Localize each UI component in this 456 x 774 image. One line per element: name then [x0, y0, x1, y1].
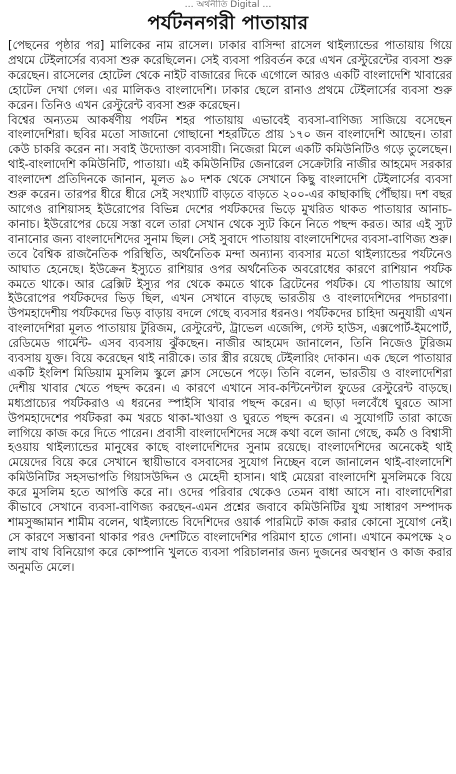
article-body: [8, 38, 452, 575]
header-strip: … অর্থনীতি Digital …: [184, 0, 272, 10]
article-paragraph: [পেছনের পৃষ্ঠার পর] মালিকের নাম রাসেল। ঢাকার বাসিন্দা রাসেল থাইল্যান্ডের পাতায়ায় গিয়ে প্রথমে টেইলার্সের ব্যবসা শুরু করেছিলেন। সেই ব্যবসা পরিবর্তন করে এখন রেস্টুরেন্টের ব্যবসা শুরু করেছেন। রাসেলের হোটেল থেকে নাইট বাজারের দিকে এগোলে আরও একটি বাংলাদেশি খাবারের হোটেল দেখা গেল। এর মালিকও বাংলাদেশি। ঢাকার ছেলে রানাও প্রথমে টেইলার্সের ব্যবসা শুরু করেন। তিনিও এখন রেস্টুরেন্ট ব্যবসা শুরু করেছেন।: [8, 38, 452, 112]
article-title: পর্যটননগরী পাতায়ার: [147, 12, 309, 34]
article-paragraph: বিশ্বের অন্যতম আকর্ষণীয় পর্যটন শহর পাতায়ায় এভাবেই ব্যবসা-বাণিজ্য সাজিয়ে বসেছেন বাংলাদেশিরা। ছবির মতো সাজানো গোছানো শহরটিতে প্রায় ১৭০ জন বাংলাদেশি আছেন। তারা কেউ চাকরি করেন না। সবাই উদ্যোক্তা ব্যবসায়ী। নিজেরা মিলে একটি কমিউনিটিও গড়ে তুলেছেন। থাই-বাংলাদেশি কমিউনিটি, পাতায়া। এই কমিউনিটির জেনারেল সেক্রেটারি নাজীর আহমেদ সরকার বাংলাদেশ প্রতিদিনকে জানান, মূলত ৯০ দশক থেকে সেখানে কিছু বাংলাদেশি টেইলার্সের ব্যবসা শুরু করেন। তারপর ধীরে ধীরে সেই সংখ্যাটি বাড়তে বাড়তে ২০০-এর কাছাকাছি পৌঁছায়। দশ বছর আগেও রাশিয়াসহ ইউরোপের বিভিন্ন দেশের পর্যটকদের ভিড়ে মুখরিত থাকত পাতায়ার আনাচ-কানাচ। ইউরোপের চেয়ে সস্তা বলে তারা সেখান থেকে স্যুট কিনে নিতে পছন্দ করত। আর এই স্যুট বানানোর জন্য বাংলাদেশিদের সুনাম ছিল। সেই সুবাদে পাতায়ায় বাংলাদেশিদের ব্যবসা-বাণিজ্য শুরু। তবে বৈশ্বিক রাজনৈতিক পরিস্থিতি, অর্থনৈতিক মন্দা অন্যান্য ব্যবসার মতো থাইল্যান্ডের পর্যটনেও আঘাত হেনেছে। ইউক্রেন ইস্যুতে রাশিয়ার ওপর অর্থনৈতিক অবরোধের কারণে রাশিয়ান পর্যটক কমতে থাকে। আর ব্রেক্সিট ইস্যুর পর থেকে কমতে থাকে ব্রিটেনের পর্যটক। যে পাতায়ায় আগে ইউরোপের পর্যটকদের ভিড় ছিল, এখন সেখানে বাড়ছে ভারতীয় ও বাংলাদেশিদের পদচারণা। উপমহাদেশীয় পর্যটকদের ভিড় বাড়ায় বদলে গেছে ব্যবসার ধরনও। পর্যটকদের চাহিদা অনুযায়ী এখন বাংলাদেশিরা মূলত পাতায়ায় টুরিজম, রেস্টুরেন্ট, ট্রাভেল এজেন্সি, গেস্ট হাউস, এক্সপোর্ট-ইমপোর্ট, রেডিমেড গার্মেন্ট- এসব ব্যবসায় ঝুঁকছেন। নাজীর আহমেদ জানালেন, তিনি নিজেও টুরিজম ব্যবসায় যুক্ত। বিয়ে করেছেন থাই নারীকে। তার স্ত্রীর রয়েছে টেইলারিং দোকান। এক ছেলে পাতায়ার একটি ইংলিশ মিডিয়াম মুসলিম স্কুলে ক্লাস সেভেনে পড়ে। তিনি বলেন, ভারতীয় ও বাংলাদেশিরা দেশীয় খাবার খেতে পছন্দ করেন। এ কারণে এখানে সাব-কন্টিনেন্টাল ফুডের রেস্টুরেন্ট বাড়ছে। মধ্যপ্রাচ্যের পর্যটকরাও এ ধরনের স্পাইসি খাবার পছন্দ করেন। এ ছাড়া দলবেঁধে ঘুরতে আসা উপমহাদেশের পর্যটকরা কম খরচে থাকা-খাওয়া ও ঘুরতে পছন্দ করেন। এ সুযোগটি তারা কাজে লাগিয়ে কাজ করে দিতে পারেন। প্রবাসী বাংলাদেশিদের সঙ্গে কথা বলে জানা গেছে, কর্মঠ ও বিশ্বাসী হওয়ায় থাইল্যান্ডের মানুষের কাছে বাংলাদেশিদের সুনাম রয়েছে। বাংলাদেশিদের অনেকেই থাই মেয়েদের বিয়ে করে সেখানে স্থায়ীভাবে বসবাসের সুযোগ নিচ্ছেন বলে জানালেন থাই-বাংলাদেশি কমিউনিটির সহসভাপতি গিয়াসউদ্দিন ও মেহেদী হাসান। থাই মেয়েরা বাংলাদেশি মুসলিমকে বিয়ে করে মুসলিম হতে আপত্তি করে না। ওদের পরিবার থেকেও তেমন বাধা আসে না। বাংলাদেশিরা কীভাবে সেখানে ব্যবসা-বাণিজ্য করছেন-এমন প্রশ্নের জবাবে কমিউনিটির যুগ্ম সাধারণ সম্পাদক শামসুজ্জামান শামীম বলেন, থাইল্যান্ডে বিদেশিদের ওয়ার্ক পারমিটে কাজ করার কোনো সুযোগ নেই। সে কারণে সম্ভাবনা থাকার পরও দেশটিতে বাংলাদেশির পরিমাণ হাতে গোনা। এখানে কমপক্ষে ২০ লাখ বাথ বিনিয়োগ করে কোম্পানি খুলতে ব্যবসা পরিচালনার জন্য দুজনের অবস্থান ও কাজ করার অনুমতি মেলে।: [8, 112, 452, 574]
